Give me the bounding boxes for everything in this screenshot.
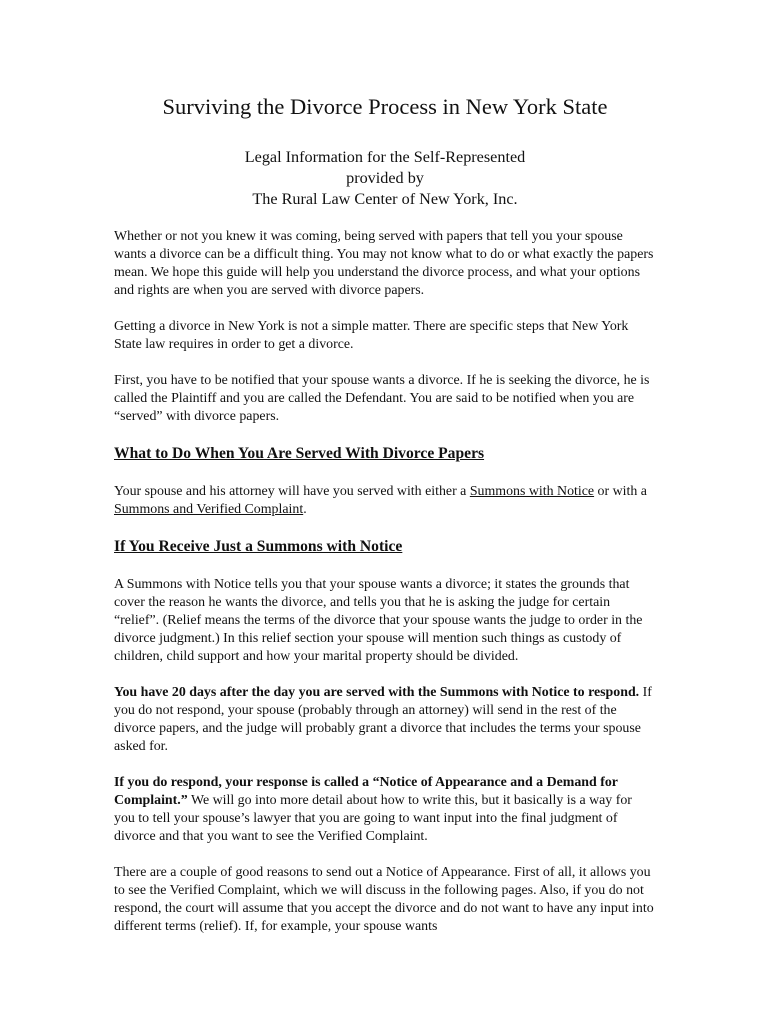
text-segment: If you do not respond, your spouse (probably through an attorney) will send in the rest of the divorce papers, and the judge will probably grant a divorce that includes the terms your spouse asked for. [114, 685, 652, 754]
subtitle-line-1: Legal Information for the Self-Represented [244, 148, 526, 166]
subtitle-line-3: The Rural Law Center of New York, Inc. [252, 190, 518, 208]
underlined-term-summons-with-notice: Summons with Notice [469, 484, 595, 499]
paragraph-notified: First, you have to be notified that your spouse wants a divorce. If he is seeking the divorce, he is called the Plaintiff and you are called the Defendant. You are said to be notified when you are “served” with divorce papers. [114, 373, 650, 424]
paragraph-summons-explained: A Summons with Notice tells you that your spouse wants a divorce; it states the grounds that cover the reason he wants the divorce, and tells you that he is asking the judge for certain “relief”. (Relief means the terms of the divorce that your spouse wants the judge to order in the divorce judgment.) In this relief section your spouse will mention such things as custody of children, child support and how your marital property should be divided. [114, 577, 643, 664]
bold-text: If you do respond, your response is called a “Notice of Appearance and a Demand for Complaint.” [114, 775, 618, 808]
heading-served-papers: What to Do When You Are Served With Divorce Papers [114, 445, 485, 462]
document-subtitle [0, 147, 770, 210]
text-segment: or with a [594, 484, 647, 499]
paragraph-reasons: There are a couple of good reasons to send out a Notice of Appearance. First of all, it allows you to see the Verified Complaint, which we will discuss in the following pages. Also, if you do not respond, the court will assume that you accept the divorce and do not want to have any input into different terms (relief). If, for example, your spouse wants [114, 865, 654, 934]
text-segment: Your spouse and his attorney will have you served with either a [114, 484, 470, 499]
bold-text: You have 20 days after the day you are served with the Summons with Notice to respond. [114, 685, 640, 700]
paragraph-notice-of-appearance [114, 774, 656, 846]
underlined-term-summons-and-verified-complaint: Summons and Verified Complaint [114, 502, 304, 517]
paragraph-served-with [114, 483, 656, 519]
document-body [114, 228, 656, 954]
paragraph-20-days [114, 684, 656, 756]
document-title: Surviving the Divorce Process in New York State [162, 94, 608, 119]
text-segment: . [303, 502, 307, 517]
paragraph-steps: Getting a divorce in New York is not a simple matter. There are specific steps that New York State law requires in order to get a divorce. [114, 319, 629, 352]
subtitle-line-2: provided by [346, 169, 424, 187]
text-segment: We will go into more detail about how to write this, but it basically is a way for you to tell your spouse’s lawyer that you are going to want input into the final judgment of divorce and that you want to see the Verified Complaint. [114, 793, 632, 844]
heading-summons-with-notice: If You Receive Just a Summons with Notice [114, 538, 403, 555]
paragraph-intro: Whether or not you knew it was coming, being served with papers that tell you your spouse wants a divorce can be a difficult thing. You may not know what to do or what exactly the papers mean. We hope this guide will help you understand the divorce process, and what your options and rights are when you are served with divorce papers. [114, 229, 654, 298]
